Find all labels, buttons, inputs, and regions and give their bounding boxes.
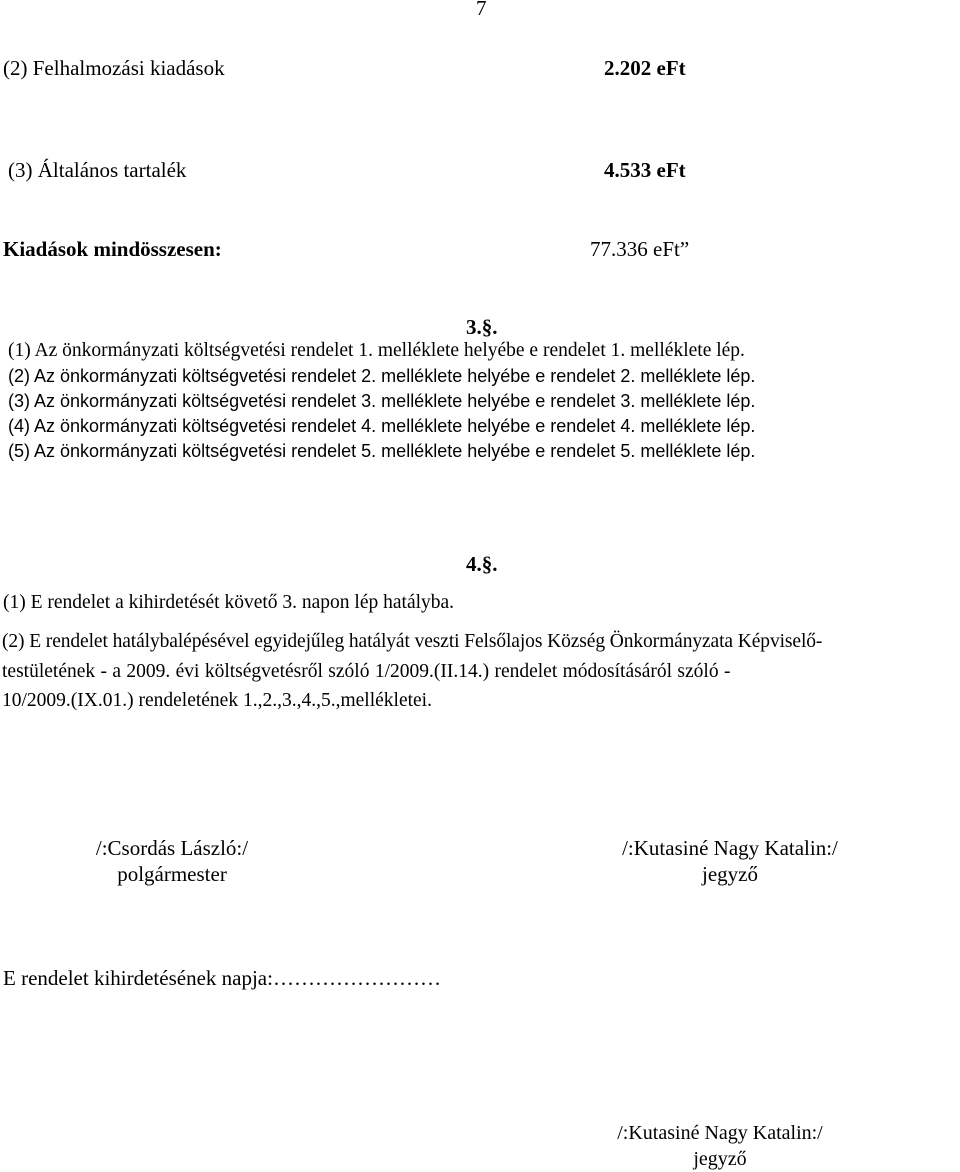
promulgation-dots: …………………… (272, 966, 441, 990)
promulgation-label: E rendelet kihirdetésének napja: (3, 966, 273, 990)
capital-expenditure-value: 2.202 eFt (604, 56, 686, 80)
general-reserve-label: (3) Általános tartalék (8, 158, 187, 182)
section-3-heading: 3.§. (466, 315, 498, 339)
section-3-item-1: (1) Az önkormányzati költségvetési rendelet 1. melléklete helyébe e rendelet 1. melléklete lép. (8, 340, 745, 361)
total-expenditure-label: Kiadások mindösszesen: (3, 237, 222, 261)
mayor-name: /:Csordás László:/ (95, 836, 249, 860)
section-4-item-2-line-3: 10/2009.(IX.01.) rendeletének 1.,2.,3.,4.,5.,mellékletei. (2, 690, 432, 711)
general-reserve-value: 4.533 eFt (604, 158, 686, 182)
section-4-heading: 4.§. (466, 552, 498, 576)
bottom-notary-name: /:Kutasiné Nagy Katalin:/ (617, 1122, 823, 1144)
total-expenditure-value: 77.336 eFt” (590, 237, 690, 261)
section-3-item-4: (4) Az önkormányzati költségvetési rendelet 4. melléklete helyébe e rendelet 4. melléklete lép. (8, 416, 756, 436)
section-4-item-2-line-1: (2) E rendelet hatálybalépésével egyidejűleg hatályát veszti Felsőlajos Község Önkormányzata Képviselő- (2, 631, 823, 652)
section-4-item-1: (1) E rendelet a kihirdetését követő 3. napon lép hatályba. (3, 592, 455, 613)
section-3-item-3: (3) Az önkormányzati költségvetési rendelet 3. melléklete helyébe e rendelet 3. melléklete lép. (8, 391, 756, 411)
bottom-notary-title: jegyző (693, 1148, 747, 1170)
section-3-item-5: (5) Az önkormányzati költségvetési rendelet 5. melléklete helyébe e rendelet 5. melléklete lép. (8, 441, 756, 461)
mayor-title: polgármester (117, 862, 227, 886)
page-number: 7 (476, 0, 487, 20)
capital-expenditure-label: (2) Felhalmozási kiadások (3, 56, 225, 80)
promulgation-line (3, 966, 441, 991)
notary-name: /:Kutasiné Nagy Katalin:/ (622, 836, 838, 860)
notary-title: jegyző (702, 862, 758, 886)
section-3-item-2: (2) Az önkormányzati költségvetési rendelet 2. melléklete helyébe e rendelet 2. melléklete lép. (8, 366, 756, 386)
section-4-item-2-line-2: testületének - a 2009. évi költségvetésről szóló 1/2009.(II.14.) rendelet módosításáról szóló - (2, 661, 731, 682)
